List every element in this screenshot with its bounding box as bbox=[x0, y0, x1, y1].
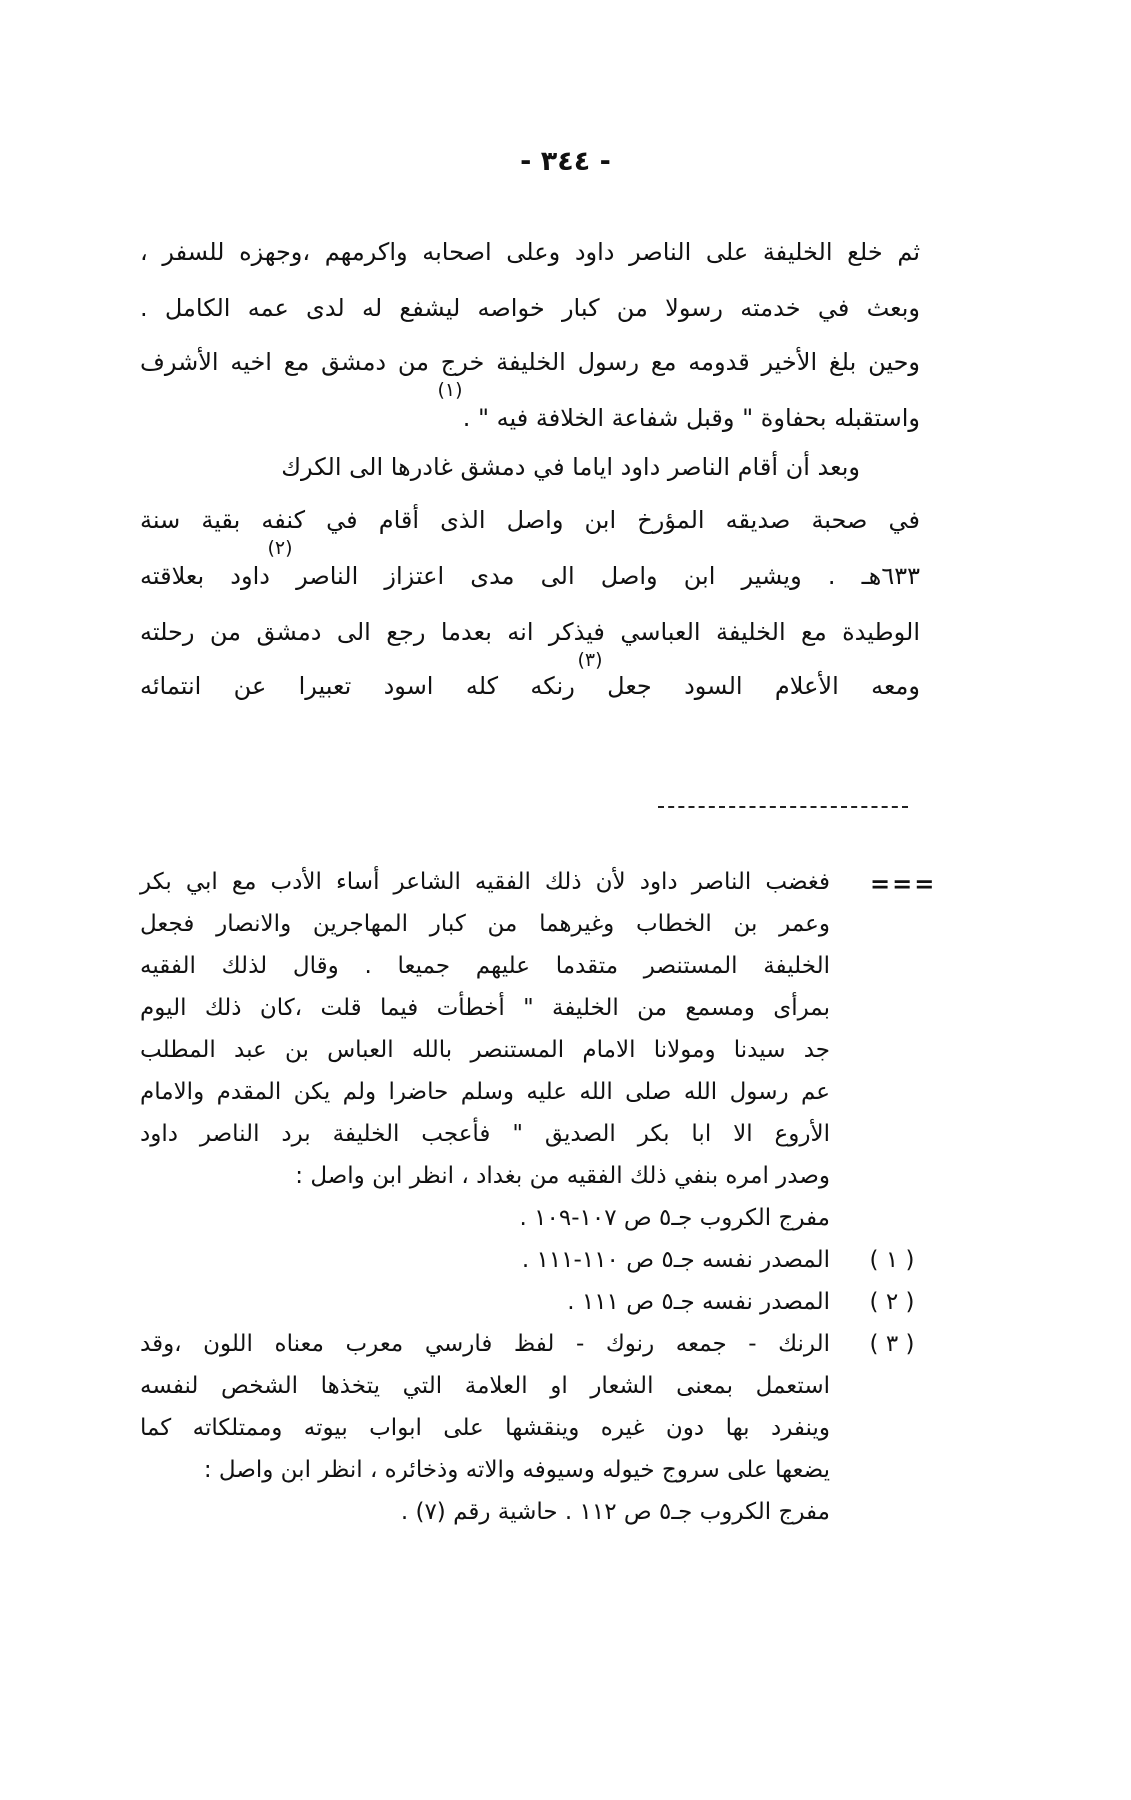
body-line: ومعه الأعلام السود جعل رنكه كله اسود تعبيرا عن انتمائه bbox=[140, 672, 920, 700]
footnote-line: مفرج الكروب جـ٥ ص ١٠٧-١٠٩ . bbox=[519, 1205, 830, 1231]
body-line: ثم خلع الخليفة على الناصر داود وعلى اصحابه واكرمهم ،وجهزه للسفر ، bbox=[140, 238, 920, 266]
footnote-1-text: المصدر نفسه جـ٥ ص ١١٠-١١١ . bbox=[521, 1247, 830, 1273]
footnote-1-number: ( ١ ) bbox=[869, 1247, 915, 1273]
footnote-line: بمرأى ومسمع من الخليفة " أخطأت فيما قلت ،كان ذلك اليوم bbox=[140, 995, 830, 1021]
footnote-2-text: المصدر نفسه جـ٥ ص ١١١ . bbox=[567, 1289, 830, 1315]
body-line: وبعد أن أقام الناصر داود اياما في دمشق غادرها الى الكرك bbox=[281, 453, 860, 481]
footnote-3-text: استعمل بمعنى الشعار او العلامة التي يتخذها الشخص لنفسه bbox=[140, 1373, 830, 1399]
footnote-line: فغضب الناصر داود لأن ذلك الفقيه الشاعر أساء الأدب مع ابي بكر bbox=[140, 869, 830, 895]
footnote-3-number: ( ٣ ) bbox=[869, 1331, 915, 1357]
body-line: واستقبله بحفاوة " وقبل شفاعة الخلافة فيه " . bbox=[462, 404, 920, 432]
footnote-divider bbox=[658, 806, 908, 808]
footnote-3-text: الرنك - جمعه رنوك - لفظ فارسي معرب معناه اللون ،وقد bbox=[140, 1331, 830, 1357]
footnote-line: وعمر بن الخطاب وغيرهما من كبار المهاجرين والانصار فجعل bbox=[140, 911, 830, 937]
footnote-ref-2: (٢) bbox=[267, 537, 293, 559]
footnote-line: عم رسول الله صلى الله عليه وسلم حاضرا ولم يكن المقدم والامام bbox=[140, 1079, 830, 1105]
footnote-line: الخليفة المستنصر متقدما عليهم جميعا . وقال لذلك الفقيه bbox=[140, 953, 830, 979]
footnote-3-text: وينفرد بها دون غيره وينقشها على ابواب بيوته وممتلكاته كما bbox=[140, 1415, 830, 1441]
footnote-3-text: يضعها على سروج خيوله وسيوفه والاته وذخائره ، انظر ابن واصل : bbox=[203, 1457, 830, 1483]
footnote-line: الأروع الا ابا بكر الصديق " فأعجب الخليفة برد الناصر داود bbox=[140, 1121, 830, 1147]
body-line: في صحبة صديقه المؤرخ ابن واصل الذى أقام في كنفه بقية سنة bbox=[140, 506, 920, 534]
footnote-line: وصدر امره بنفي ذلك الفقيه من بغداد ، انظر ابن واصل : bbox=[295, 1163, 830, 1189]
footnote-3-text: مفرج الكروب جـ٥ ص ١١٢ . حاشية رقم (٧) . bbox=[400, 1499, 830, 1525]
continuation-marker: === bbox=[870, 870, 937, 898]
page-number: - ٣٤٤ - bbox=[520, 146, 611, 177]
body-line: وبعث في خدمته رسولا من كبار خواصه ليشفع له لدى عمه الكامل . bbox=[140, 294, 920, 322]
body-line: ٦٣٣هـ . ويشير ابن واصل الى مدى اعتزاز الناصر داود بعلاقته bbox=[140, 562, 920, 590]
footnote-ref-1: (١) bbox=[437, 379, 463, 401]
footnote-line: جد سيدنا ومولانا الامام المستنصر بالله العباس بن عبد المطلب bbox=[140, 1037, 830, 1063]
footnote-2-number: ( ٢ ) bbox=[869, 1289, 915, 1315]
footnote-ref-3: (٣) bbox=[577, 649, 603, 671]
body-line: وحين بلغ الأخير قدومه مع رسول الخليفة خرج من دمشق مع اخيه الأشرف bbox=[140, 348, 920, 376]
body-line: الوطيدة مع الخليفة العباسي فيذكر انه بعدما رجع الى دمشق من رحلته bbox=[140, 618, 920, 646]
